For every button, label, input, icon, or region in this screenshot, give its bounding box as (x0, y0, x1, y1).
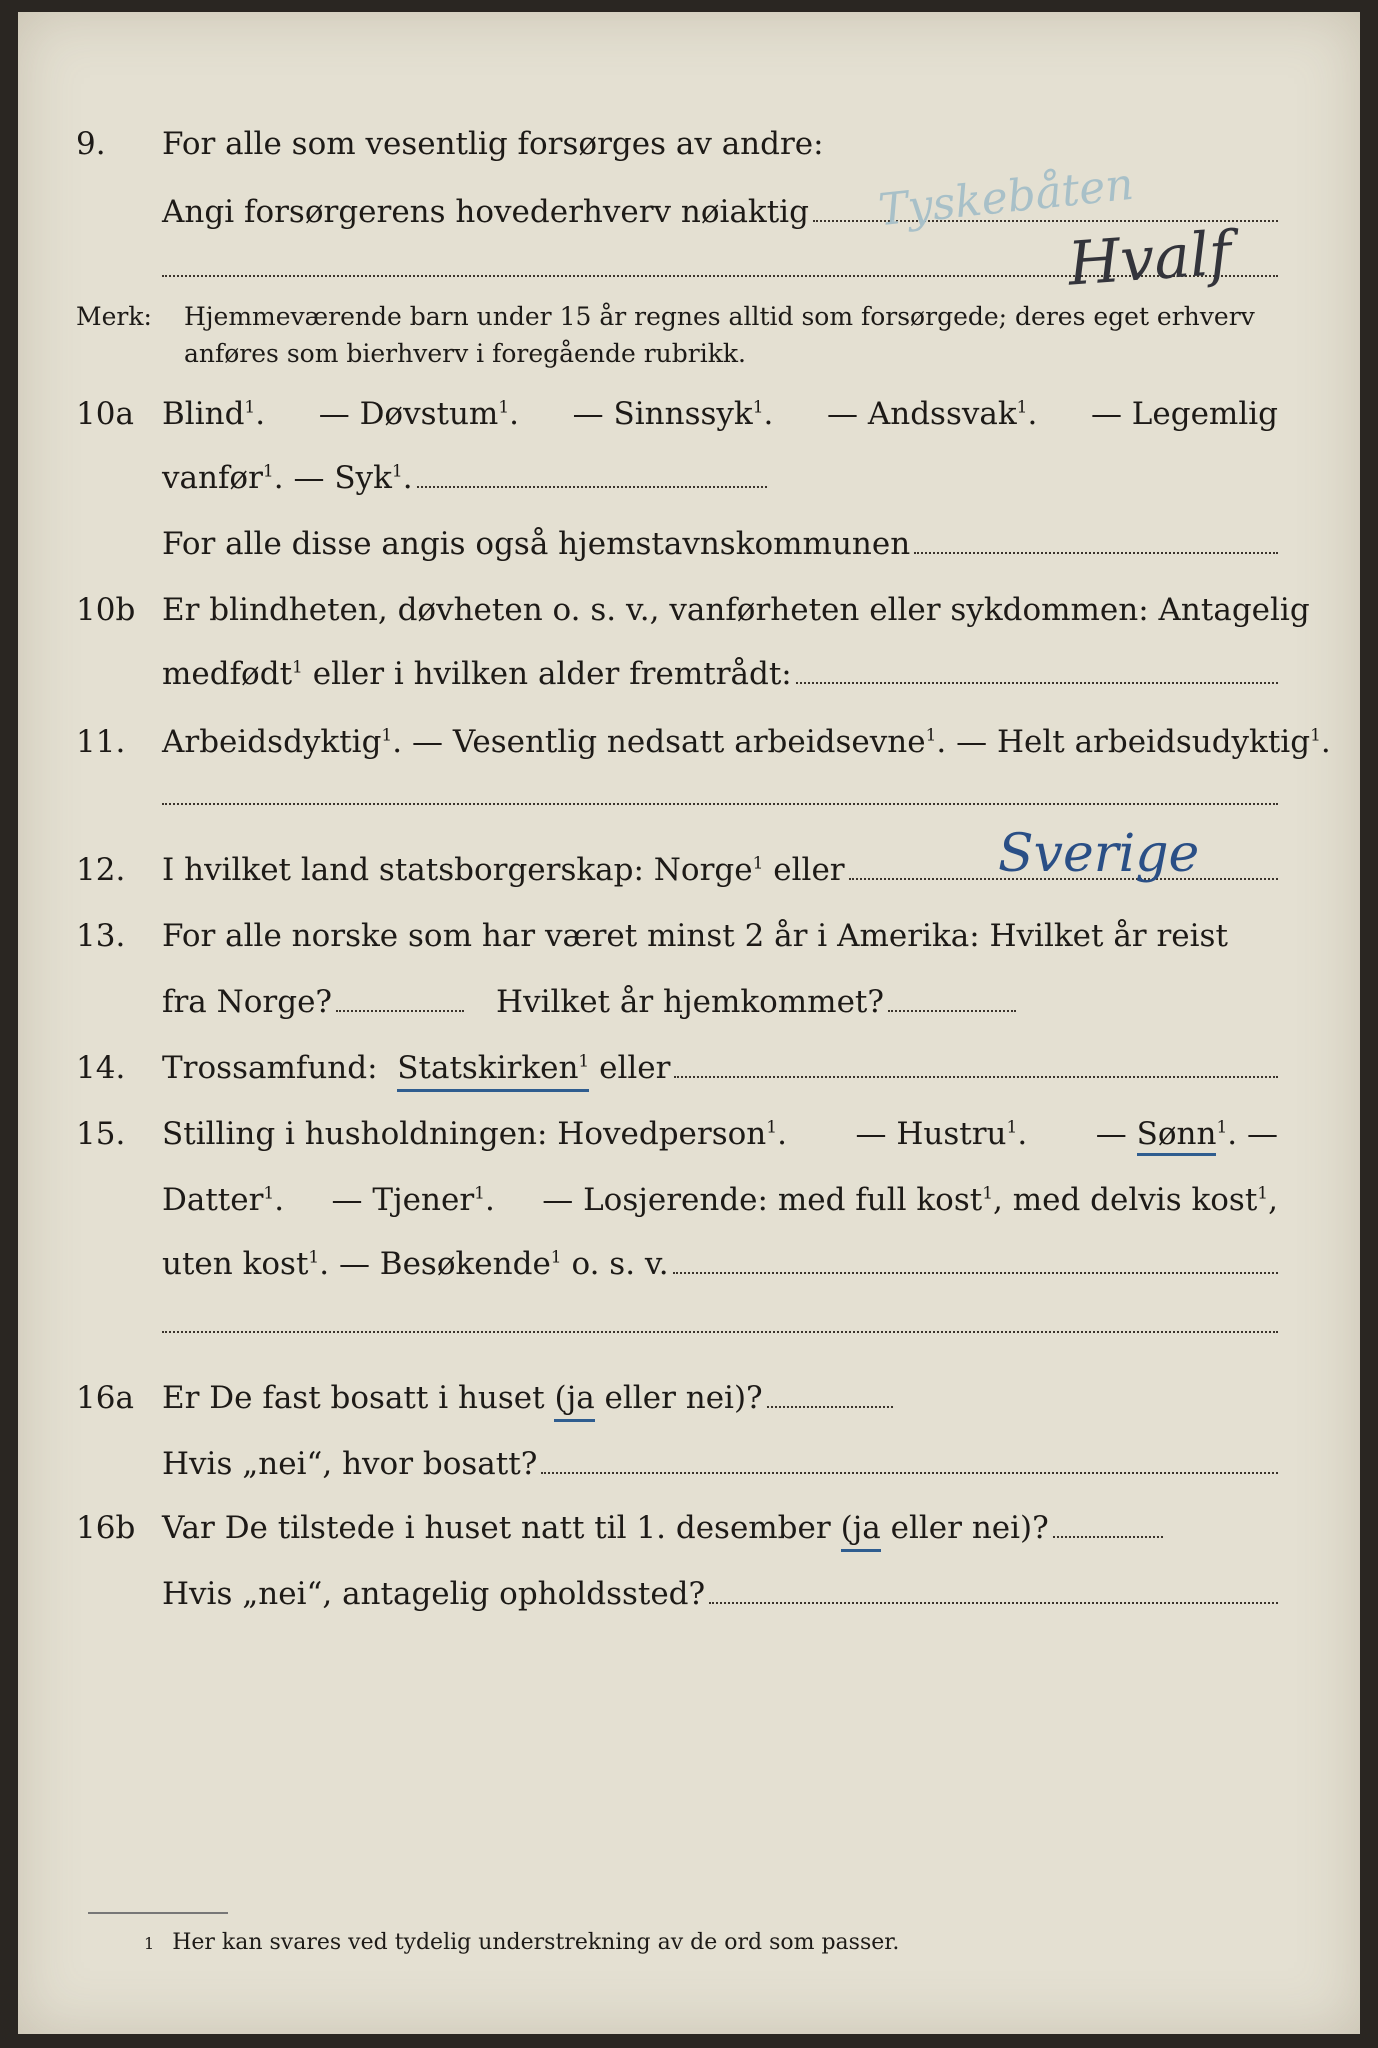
q10a-syk-answer-line[interactable] (417, 485, 767, 488)
q10b-text-1: Er blindheten, døvheten o. s. v., vanførheten eller sykdommen: Antagelig (162, 592, 1310, 628)
q15-besokende[interactable]: — Besøkende$^1$ (338, 1246, 562, 1282)
q15-sonn[interactable]: — Sønn$^1$. — (1096, 1114, 1278, 1154)
q15-osv: o. s. v. (571, 1246, 669, 1282)
q16a-text-1: Er De fast bosatt i huset (162, 1380, 545, 1416)
q9-text-1: For alle som vesentlig forsørges av andre: (162, 126, 824, 162)
q10a-hjemstavn-answer-line[interactable] (914, 551, 1278, 554)
merk-text-1: Hjemmeværende barn under 15 år regnes alltid som forsørgede; deres eget erhverv (184, 302, 1255, 331)
q15-answer-line[interactable] (673, 1271, 1278, 1274)
q13-hjemkommet-answer-line[interactable] (888, 1009, 1016, 1012)
q13-number: 13. (76, 918, 126, 954)
q16b-nei[interactable]: eller nei)? (890, 1510, 1049, 1546)
q10b-medfodt[interactable]: medfødt$^1$ (162, 656, 303, 692)
merk-label: Merk: (76, 302, 152, 331)
q11-udyktig[interactable]: — Helt arbeidsudyktig$^1$. (956, 724, 1331, 760)
q14-number: 14. (76, 1050, 126, 1086)
q12-handwriting: Sverige (998, 824, 1200, 884)
q11-blank-line[interactable] (162, 802, 1278, 805)
q16a-bosatt-answer-line[interactable] (541, 1471, 1278, 1474)
q16b-answer-line[interactable] (1053, 1535, 1163, 1538)
q15-losjerende[interactable]: — Losjerende: med full kost$^1$, med delvis kost$^1$, (542, 1182, 1278, 1218)
footnote-rule (88, 1912, 228, 1914)
q15-datter[interactable]: Datter$^1$. (162, 1182, 285, 1218)
footnote-text: Her kan svares ved tydelig understrekning av de ord som passer. (172, 1930, 900, 1955)
q10b-number: 10b (76, 592, 136, 628)
q10a-vanfor[interactable]: vanfør$^1$. (162, 460, 284, 496)
q11-arbeidsdyktig[interactable]: Arbeidsdyktig$^1$. (162, 724, 403, 760)
q10a-number: 10a (76, 396, 134, 432)
q16a-nei[interactable]: eller nei)? (604, 1380, 763, 1416)
q16a-ja[interactable]: (ja (554, 1378, 594, 1422)
q12-eller: eller (773, 852, 845, 888)
q16b-text-2: Hvis „nei“, antagelig opholdssted? (162, 1576, 706, 1612)
q10a-blind[interactable]: Blind$^1$. (162, 396, 266, 432)
q15-hustru[interactable]: — Hustru$^1$. (855, 1116, 1028, 1152)
footnote (144, 1930, 899, 1955)
q16a-text-2: Hvis „nei“, hvor bosatt? (162, 1446, 538, 1482)
q15-tjener[interactable]: — Tjener$^1$. (331, 1182, 495, 1218)
q16b-text-1: Var De tilstede i huset natt til 1. desember (162, 1510, 831, 1546)
q12-norge[interactable]: I hvilket land statsborgerskap: Norge$^1$ (162, 852, 764, 888)
q13-reist-answer-line[interactable] (336, 1009, 464, 1012)
q9-faint-handwriting: Tyskebåten (876, 158, 1136, 237)
q15-hovedperson[interactable]: Stilling i husholdningen: Hovedperson$^1$. (162, 1116, 787, 1152)
q13-hjemkommet-label: Hvilket år hjemkommet? (496, 984, 885, 1020)
q10b-text-2: eller i hvilken alder fremtrådt: (312, 656, 792, 692)
q10a-sinnssyk[interactable]: — Sinnssyk$^1$. (572, 396, 774, 432)
q15-blank-line[interactable] (162, 1330, 1278, 1333)
q11-number: 11. (76, 724, 126, 760)
q15-number: 15. (76, 1116, 126, 1152)
q14-answer-line[interactable] (674, 1075, 1278, 1078)
q16b-number: 16b (76, 1510, 136, 1546)
merk-text-2: anføres som bierhverv i foregående rubrikk. (184, 339, 746, 368)
q9-number: 9. (76, 126, 106, 162)
footnote-mark: 1 (144, 1934, 155, 1953)
q10a-text-3: For alle disse angis også hjemstavnskommunen (162, 526, 911, 562)
census-form-page (18, 12, 1360, 2034)
q9-text-2: Angi forsørgerens hovederhverv nøiaktig (162, 194, 809, 230)
q14-statskirken[interactable]: Statskirken$^1$ (397, 1048, 589, 1092)
q15-uten-kost[interactable]: uten kost$^1$. (162, 1246, 330, 1282)
q16b-ja[interactable]: (ja (841, 1508, 881, 1552)
q14-label: Trossamfund: (162, 1050, 378, 1086)
q11-nedsatt[interactable]: — Vesentlig nedsatt arbeidsevne$^1$. (411, 724, 947, 760)
q10b-answer-line[interactable] (796, 681, 1278, 684)
q13-text-1: For alle norske som har været minst 2 år i Amerika: Hvilket år reist (162, 918, 1228, 954)
q13-reist-label: fra Norge? (162, 984, 333, 1020)
q16a-number: 16a (76, 1380, 134, 1416)
q10a-syk[interactable]: — Syk$^1$. (293, 460, 413, 496)
q16b-opholdssted-answer-line[interactable] (709, 1601, 1278, 1604)
q10a-dovstum[interactable]: — Døvstum$^1$. (318, 396, 520, 432)
q10a-andssvak[interactable]: — Andssvak$^1$. (827, 396, 1038, 432)
q16a-answer-line[interactable] (767, 1405, 893, 1408)
q10a-legemlig[interactable]: — Legemlig (1090, 396, 1278, 432)
q14-eller: eller (599, 1050, 671, 1086)
q9-handwriting: Hvalf (1065, 218, 1234, 300)
q12-number: 12. (76, 852, 126, 888)
